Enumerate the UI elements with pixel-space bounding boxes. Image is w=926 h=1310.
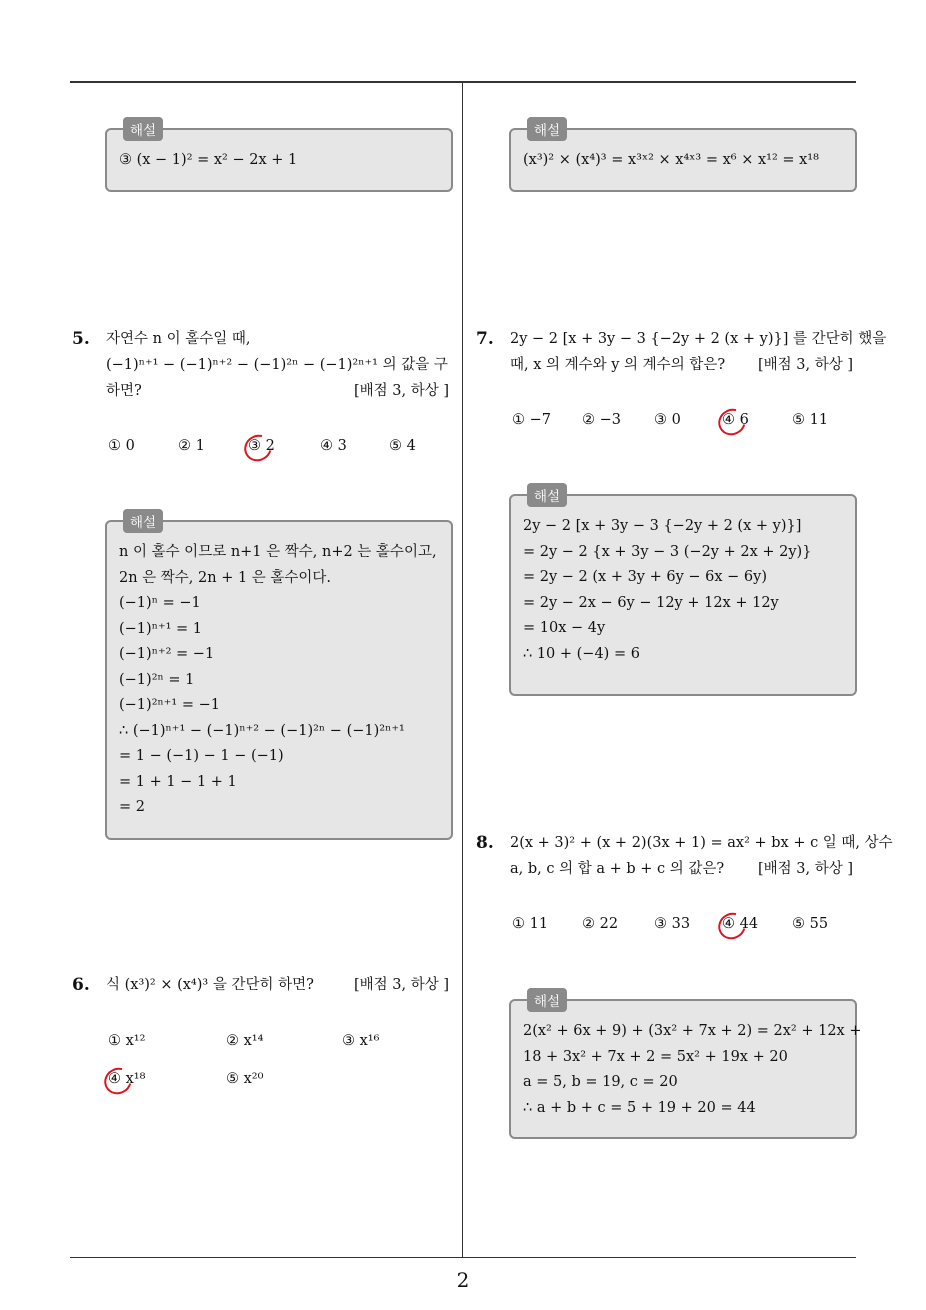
solution-line: = 2 bbox=[119, 799, 145, 815]
solution-tag: 해설 bbox=[527, 988, 567, 1012]
q6-choices bbox=[108, 1033, 448, 1103]
choice-3[interactable]: ③ 33 bbox=[654, 916, 691, 932]
solution-tag: 해설 bbox=[527, 117, 567, 141]
choice-2[interactable]: ② 1 bbox=[178, 438, 205, 454]
question-text-line: (−1)ⁿ⁺¹ − (−1)ⁿ⁺² − (−1)²ⁿ − (−1)²ⁿ⁺¹ 의 값을 구 bbox=[106, 357, 448, 373]
question-5 bbox=[72, 327, 457, 407]
choice-1[interactable]: ① 11 bbox=[512, 916, 549, 932]
bottom-rule bbox=[70, 1257, 856, 1258]
solution-line: = 1 − (−1) − 1 − (−1) bbox=[119, 748, 284, 764]
question-6 bbox=[72, 973, 457, 1001]
question-number: 7. bbox=[476, 329, 494, 349]
solution-line: (−1)²ⁿ = 1 bbox=[119, 671, 195, 688]
choice-1[interactable]: ① x¹² bbox=[108, 1033, 146, 1049]
solution-box-prev-left bbox=[105, 123, 453, 192]
choice-2[interactable]: ② 22 bbox=[582, 916, 619, 932]
answer-mark bbox=[99, 1063, 136, 1100]
top-rule bbox=[70, 81, 856, 83]
q7-solution-box bbox=[509, 489, 857, 696]
q8-choices bbox=[512, 916, 852, 940]
solution-line: (−1)ⁿ⁺¹ = 1 bbox=[119, 620, 203, 637]
solution-line: 18 + 3x² + 7x + 2 = 5x² + 19x + 20 bbox=[523, 1048, 788, 1065]
solution-line: a = 5, b = 19, c = 20 bbox=[523, 1074, 678, 1090]
question-number: 8. bbox=[476, 833, 494, 853]
choice-1[interactable]: ① 0 bbox=[108, 438, 135, 454]
solution-tag: 해설 bbox=[123, 509, 163, 533]
q8-solution-box bbox=[509, 994, 862, 1139]
q5-solution-box bbox=[105, 515, 453, 840]
choice-4[interactable]: ④ 6 bbox=[722, 412, 749, 428]
question-text-line: a, b, c 의 합 a + b + c 의 값은? bbox=[510, 861, 725, 877]
solution-line: ∴ 10 + (−4) = 6 bbox=[523, 645, 640, 662]
solution-tag: 해설 bbox=[123, 117, 163, 141]
q5-choices bbox=[108, 438, 448, 462]
column-divider bbox=[462, 82, 463, 1258]
choice-4[interactable]: ④ x¹⁸ bbox=[108, 1071, 146, 1087]
question-text-line: 자연수 n 이 홀수일 때, bbox=[106, 331, 251, 347]
question-text-line: 2(x + 3)² + (x + 2)(3x + 1) = ax² + bx + c 일 때, 상수 bbox=[510, 835, 893, 851]
question-points: [배점 3, 하상 ] bbox=[353, 977, 449, 993]
solution-line: = 2y − 2x − 6y − 12y + 12x + 12y bbox=[523, 594, 779, 611]
question-text-line: 식 (x³)² × (x⁴)³ 을 간단히 하면? bbox=[106, 977, 314, 993]
solution-line: 2(x² + 6x + 9) + (3x² + 7x + 2) = 2x² + 12x + bbox=[523, 1023, 862, 1039]
question-number: 6. bbox=[72, 975, 90, 995]
choice-4[interactable]: ④ 44 bbox=[722, 916, 759, 932]
solution-line: 2n 은 짝수, 2n + 1 은 홀수이다. bbox=[119, 569, 332, 586]
question-number: 5. bbox=[72, 329, 90, 349]
choice-3[interactable]: ③ 0 bbox=[654, 412, 681, 428]
page-number: 2 bbox=[456, 1268, 470, 1292]
question-text-line: 2y − 2 [x + 3y − 3 {−2y + 2 (x + y)}] 를 간단히 했을 bbox=[510, 331, 887, 347]
question-points: [배점 3, 하상 ] bbox=[757, 357, 853, 373]
solution-line: ③ (x − 1)² = x² − 2x + 1 bbox=[119, 152, 298, 168]
solution-line: = 2y − 2 {x + 3y − 3 (−2y + 2x + 2y)} bbox=[523, 543, 812, 560]
solution-line: ∴ (−1)ⁿ⁺¹ − (−1)ⁿ⁺² − (−1)²ⁿ − (−1)²ⁿ⁺¹ bbox=[119, 722, 405, 739]
answer-mark bbox=[713, 404, 750, 441]
question-text-line: 하면? bbox=[106, 383, 142, 399]
question-points: [배점 3, 하상 ] bbox=[353, 383, 449, 399]
choice-1[interactable]: ① −7 bbox=[512, 412, 551, 428]
answer-mark bbox=[239, 430, 276, 467]
choice-4[interactable]: ④ 3 bbox=[320, 438, 347, 454]
choice-2[interactable]: ② x¹⁴ bbox=[226, 1033, 264, 1049]
solution-line: = 2y − 2 (x + 3y + 6y − 6x − 6y) bbox=[523, 569, 767, 585]
solution-line: (−1)²ⁿ⁺¹ = −1 bbox=[119, 697, 220, 713]
solution-line: (−1)ⁿ = −1 bbox=[119, 595, 201, 611]
choice-5[interactable]: ⑤ 4 bbox=[389, 438, 416, 454]
solution-line: n 이 홀수 이므로 n+1 은 짝수, n+2 는 홀수이고, bbox=[119, 544, 437, 560]
solution-box-prev-right bbox=[509, 123, 857, 192]
solution-line: (x³)² × (x⁴)³ = x³ˣ² × x⁴ˣ³ = x⁶ × x¹² = x¹⁸ bbox=[523, 152, 819, 168]
solution-tag: 해설 bbox=[527, 483, 567, 507]
question-8 bbox=[476, 831, 893, 885]
solution-line: ∴ a + b + c = 5 + 19 + 20 = 44 bbox=[523, 1099, 756, 1116]
solution-line: = 1 + 1 − 1 + 1 bbox=[119, 773, 237, 790]
solution-line: 2y − 2 [x + 3y − 3 {−2y + 2 (x + y)}] bbox=[523, 518, 802, 534]
question-points: [배점 3, 하상 ] bbox=[757, 861, 853, 877]
choice-5[interactable]: ⑤ 55 bbox=[792, 916, 829, 932]
choice-5[interactable]: ⑤ x²⁰ bbox=[226, 1071, 264, 1087]
solution-line: (−1)ⁿ⁺² = −1 bbox=[119, 646, 215, 662]
choice-3[interactable]: ③ x¹⁶ bbox=[342, 1033, 380, 1049]
choice-3[interactable]: ③ 2 bbox=[248, 438, 275, 454]
question-7 bbox=[476, 327, 887, 381]
question-text-line: 때, x 의 계수와 y 의 계수의 합은? bbox=[510, 357, 726, 373]
solution-line: = 10x − 4y bbox=[523, 620, 606, 636]
choice-2[interactable]: ② −3 bbox=[582, 412, 621, 428]
q7-choices bbox=[512, 412, 852, 436]
choice-5[interactable]: ⑤ 11 bbox=[792, 412, 829, 428]
answer-mark bbox=[713, 908, 750, 945]
